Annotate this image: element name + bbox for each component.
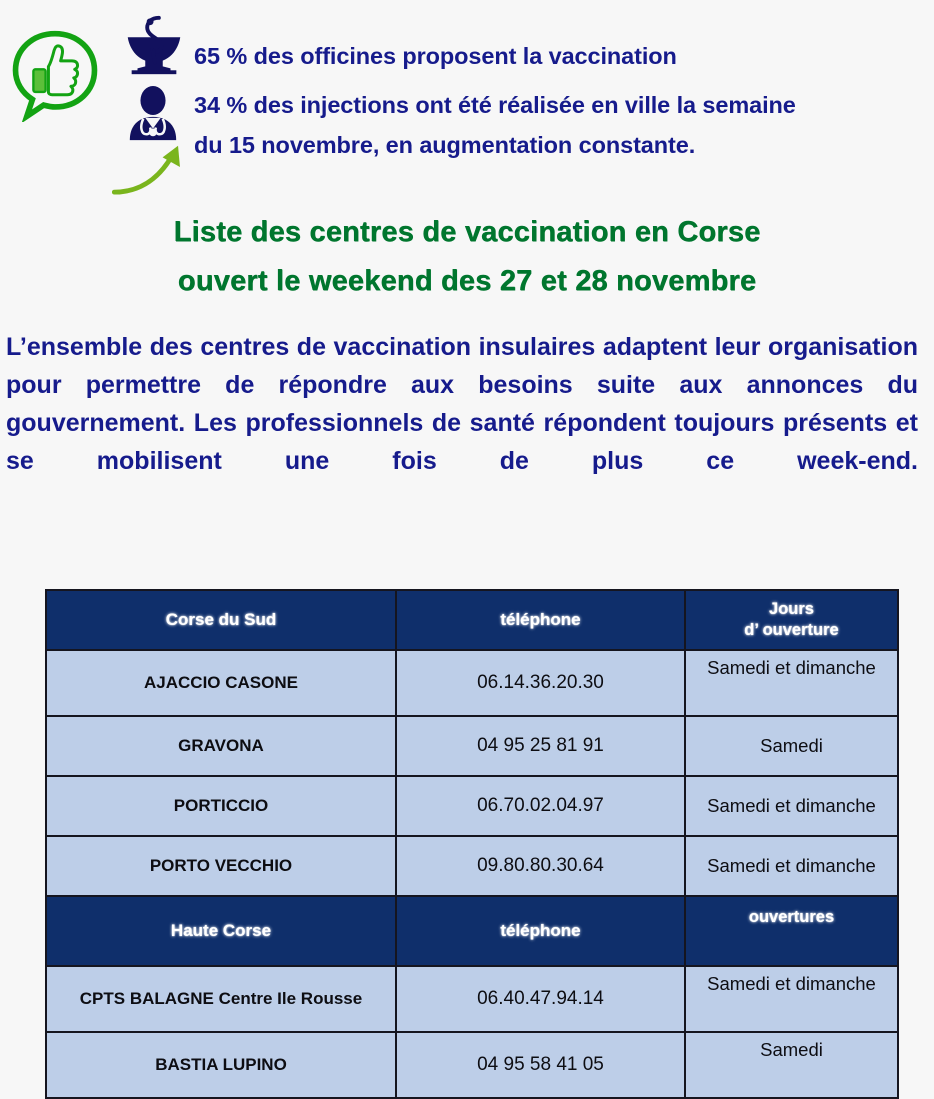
center-days: Samedi et dimanche	[685, 650, 898, 716]
header-days-label: ouvertures	[685, 896, 898, 966]
table-header-row-haute-corse	[46, 896, 898, 966]
vaccination-centers-table-wrap	[45, 589, 897, 1099]
center-name: PORTO VECCHIO	[46, 836, 396, 896]
table-row	[46, 1032, 898, 1098]
table-row	[46, 966, 898, 1032]
stat-officines-line: 65 % des officines proposent la vaccination	[194, 43, 677, 69]
header-stats-block	[0, 0, 934, 200]
page-title-line-1: Liste des centres de vaccination en Corse	[173, 216, 761, 248]
center-days: Samedi	[685, 716, 898, 776]
stat-injections-line-2: du 15 novembre, en augmentation constante.	[194, 132, 696, 158]
center-days: Samedi et dimanche	[685, 776, 898, 836]
upward-trend-arrow-icon	[112, 140, 190, 196]
thumbs-up-speech-bubble-icon	[8, 28, 102, 122]
table-row	[46, 650, 898, 716]
header-days-line-1: Jours	[769, 600, 814, 618]
pharmacy-bowl-of-hygieia-icon	[120, 12, 188, 80]
header-region-label: Haute Corse	[46, 896, 396, 966]
center-days: Samedi	[685, 1032, 898, 1098]
center-name: BASTIA LUPINO	[46, 1032, 396, 1098]
center-phone[interactable]: 06.14.36.20.30	[396, 650, 685, 716]
center-name: GRAVONA	[46, 716, 396, 776]
table-row	[46, 716, 898, 776]
header-phone-label: téléphone	[396, 590, 685, 650]
center-days: Samedi et dimanche	[685, 966, 898, 1032]
center-days: Samedi et dimanche	[685, 836, 898, 896]
stat-injections-line-1: 34 % des injections ont été réalisée en ville la semaine	[194, 92, 796, 118]
header-days-label	[685, 590, 898, 650]
center-name: PORTICCIO	[46, 776, 396, 836]
center-phone[interactable]: 06.70.02.04.97	[396, 776, 685, 836]
page-title	[0, 208, 934, 306]
header-region-label: Corse du Sud	[46, 590, 396, 650]
center-phone[interactable]: 04 95 25 81 91	[396, 716, 685, 776]
header-phone-label: téléphone	[396, 896, 685, 966]
vaccination-centers-table	[45, 589, 899, 1099]
table-body	[46, 590, 898, 1098]
intro-paragraph: L’ensemble des centres de vaccination insulaires adaptent leur organisation pour permettre de répondre aux besoins suite aux annonces du gouvernement. Les professionnels de santé répondent toujours présents et se mobilisent une fois de plus ce week-end.	[6, 333, 918, 475]
center-phone[interactable]: 06.40.47.94.14	[396, 966, 685, 1032]
header-days-line-2: d’ ouverture	[744, 621, 839, 639]
table-row	[46, 776, 898, 836]
center-name: AJACCIO CASONE	[46, 650, 396, 716]
center-phone[interactable]: 04 95 58 41 05	[396, 1032, 685, 1098]
doctor-stethoscope-icon	[122, 86, 184, 142]
center-phone[interactable]: 09.80.80.30.64	[396, 836, 685, 896]
table-header-row-corse-du-sud	[46, 590, 898, 650]
page-title-line-2: ouvert le weekend des 27 et 28 novembre	[177, 265, 757, 297]
center-name: CPTS BALAGNE Centre Ile Rousse	[46, 966, 396, 1032]
table-row	[46, 836, 898, 896]
